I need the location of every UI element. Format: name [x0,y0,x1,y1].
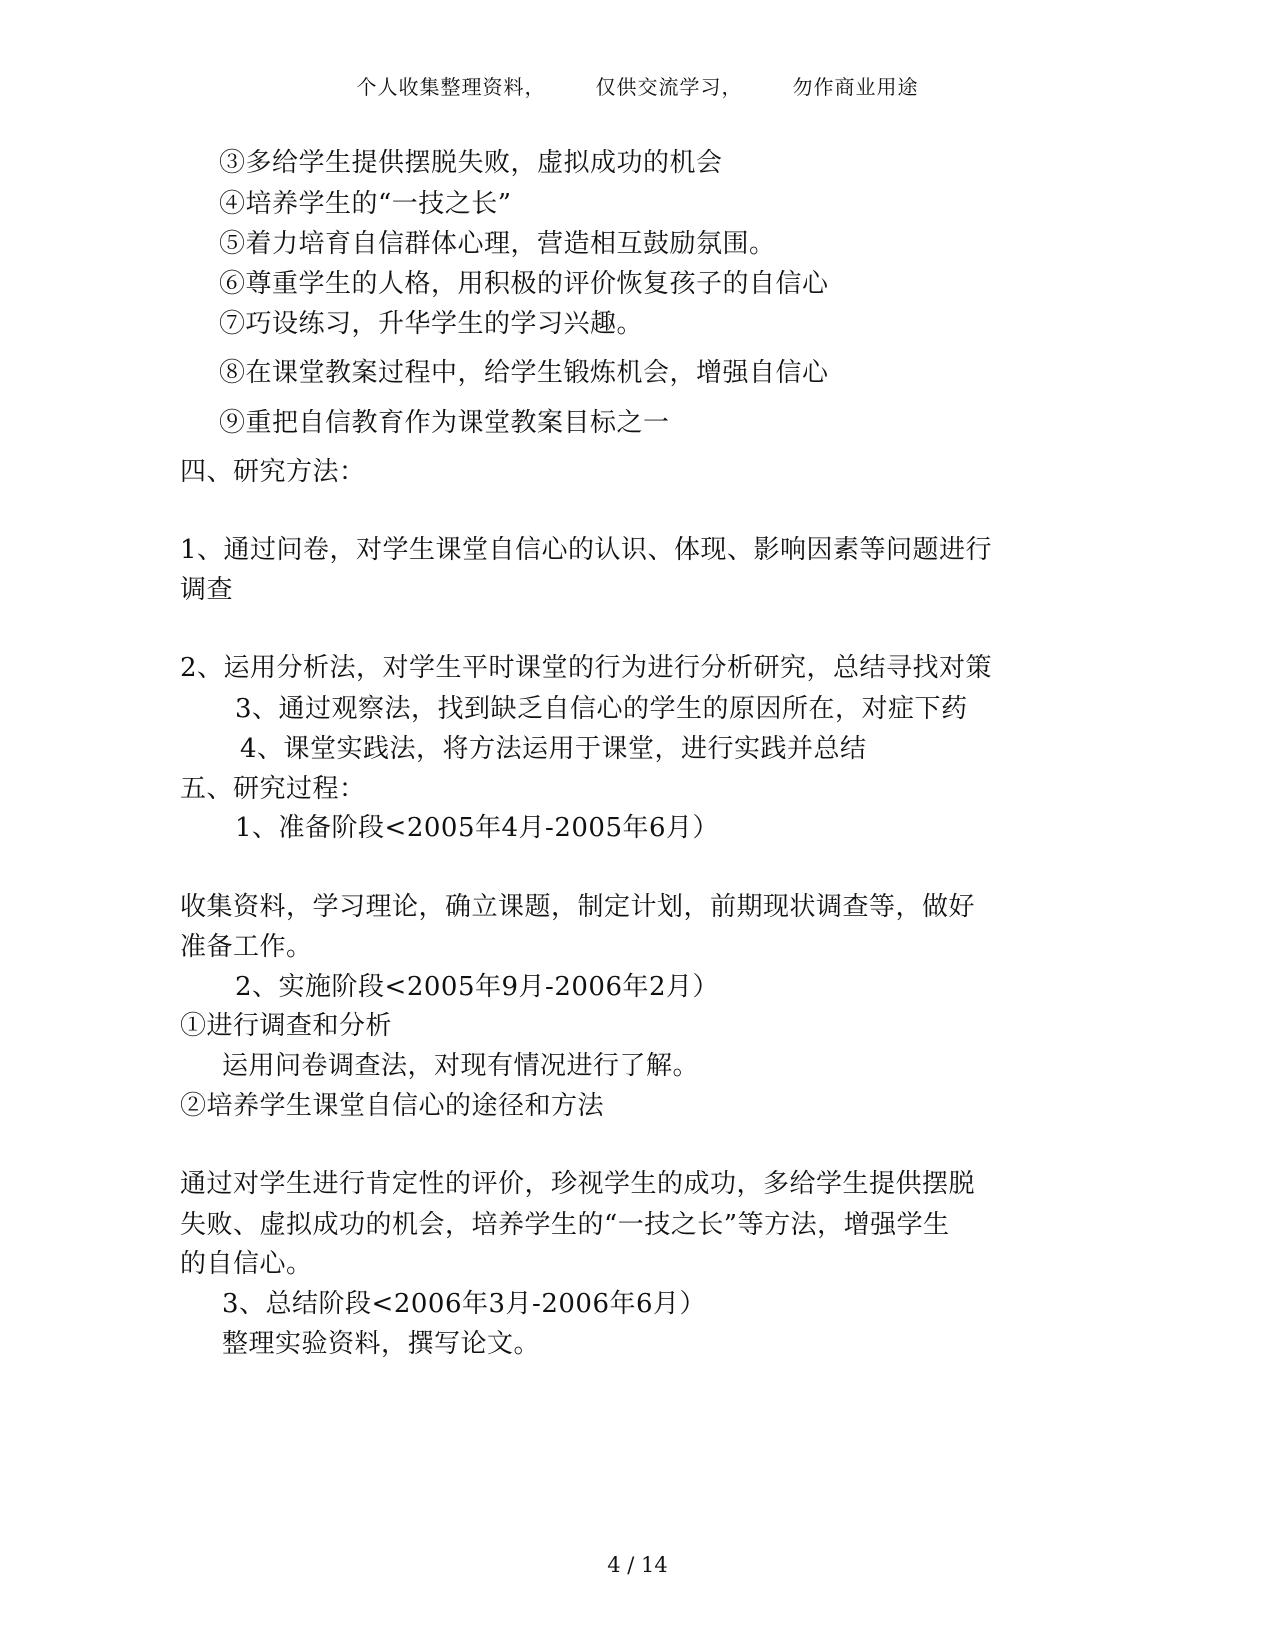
text-line: 1、准备阶段<2005年4月-2005年6月） [235,813,720,843]
text-line: 1、通过问卷，对学生课堂自信心的认识、体现、影响因素等问题进行 [180,535,993,565]
header-part-2: 仅供交流学习， [595,75,743,99]
text-line: 4、课堂实践法，将方法运用于课堂，进行实践并总结 [240,734,867,764]
text-line: ⑥尊重学生的人格，用积极的评价恢复孩子的自信心 [219,269,829,299]
text-line: 整理实验资料，撰写论文。 [222,1329,541,1359]
page-header [0,71,1275,100]
text-line: ③多给学生提供摆脱失败，虚拟成功的机会 [219,148,723,178]
text-line: 的自信心。 [180,1249,313,1279]
text-line: ⑧在课堂教案过程中，给学生锻炼机会，增强自信心 [219,358,829,388]
text-line: 2、实施阶段<2005年9月-2006年2月） [235,972,720,1002]
text-line: 2、运用分析法，对学生平时课堂的行为进行分析研究，总结寻找对策 [180,653,993,683]
page-number: 4 / 14 [607,1553,668,1577]
text-line: 失败、虚拟成功的机会，培养学生的“一技之长”等方法，增强学生 [180,1210,950,1240]
header-part-3: 勿作商业用途 [792,75,919,99]
text-line: ⑤着力培育自信群体心理，营造相互鼓励氛围。 [219,229,776,259]
text-line: ②培养学生课堂自信心的途径和方法 [180,1091,605,1121]
text-line: ④培养学生的“一技之长” [219,189,512,219]
text-line: 运用问卷调查法，对现有情况进行了解。 [222,1051,700,1081]
text-line: 通过对学生进行肯定性的评价，珍视学生的成功，多给学生提供摆脱 [180,1169,976,1199]
text-line: 3、通过观察法，找到缺乏自信心的学生的原因所在，对症下药 [235,694,968,724]
text-line: 收集资料，学习理论，确立课题，制定计划，前期现状调查等，做好 [180,892,976,922]
text-line: 调查 [180,575,234,605]
section-heading: 四、研究方法： [180,457,366,487]
text-line: 3、总结阶段<2006年3月-2006年6月） [222,1289,707,1319]
text-line: 准备工作。 [180,932,313,962]
text-line: ⑦巧设练习，升华学生的学习兴趣。 [219,309,644,339]
header-part-1: 个人收集整理资料， [356,75,546,99]
text-line: ⑨重把自信教育作为课堂教案目标之一 [219,408,670,438]
text-line: ①进行调查和分析 [180,1011,393,1041]
section-heading: 五、研究过程： [180,774,366,804]
